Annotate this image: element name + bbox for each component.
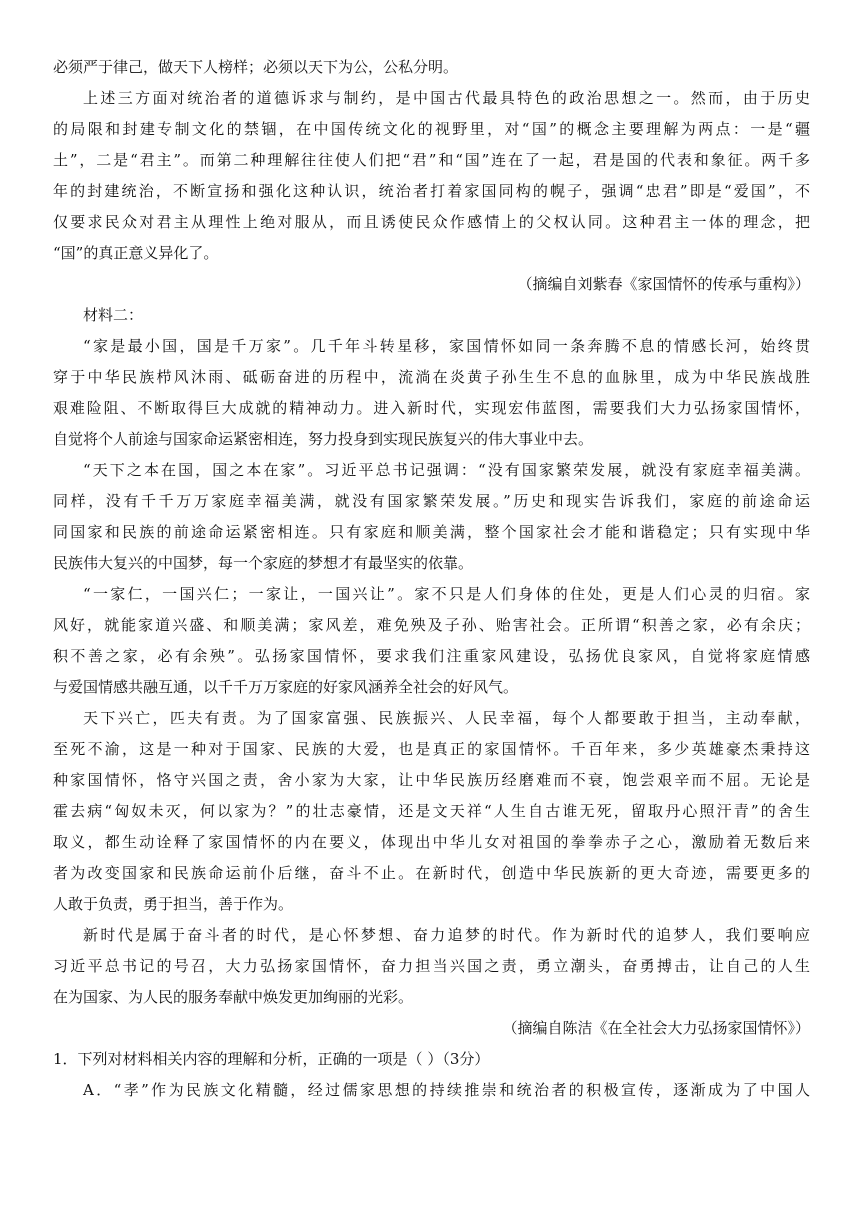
text-line: 人敢于负责，勇于担当，善于作为。: [53, 895, 294, 913]
text-line: 者为改变国家和民族命运前仆后继，奋斗不止。在新时代，创造中华民族新的更大奇迹，需要更多的: [53, 864, 810, 882]
text-line: 至死不渝，这是一种对于国家、民族的大爱，也是真正的家国情怀。千百年来，多少英雄豪杰秉持这: [53, 740, 810, 758]
text-line: （摘编自陈洁《在全社会大力弘扬家国情怀》）: [502, 1019, 810, 1037]
text-line: 习近平总书记的号召，大力弘扬家国情怀，奋力担当兴国之责，勇立潮头，奋勇搏击，让自己的人生: [53, 957, 810, 975]
text-line: 新时代是属于奋斗者的时代，是心怀梦想、奋力追梦的时代。作为新时代的追梦人，我们要响应: [83, 926, 810, 944]
text-line: “国”的真正意义异化了。: [53, 244, 219, 262]
text-line: 天下兴亡，匹夫有责。为了国家富强、民族振兴、人民幸福，每个人都要敢于担当，主动奉献，: [83, 709, 810, 727]
text-line: 民族伟大复兴的中国梦，每一个家庭的梦想才有最坚实的依靠。: [53, 554, 474, 572]
text-line: 必须严于律己，做天下人榜样；必须以天下为公，公私分明。: [53, 58, 459, 76]
text-line: 自觉将个人前途与国家命运紧密相连，努力投身到实现民族复兴的伟大事业中去。: [53, 430, 594, 448]
text-line: 与爱国情感共融互通，以千千万万家庭的好家风涵养全社会的好风气。: [53, 678, 519, 696]
text-line: 风好，就能家道兴盛、和顺美满；家风差，难免殃及子孙、贻害社会。正所谓“积善之家，必有余庆；: [53, 616, 810, 634]
text-line: 艰难险阻、不断取得巨大成就的精神动力。进入新时代，实现宏伟蓝图，需要我们大力弘扬家国情怀，: [53, 399, 810, 417]
text-line: “一家仁，一国兴仁；一家让，一国兴让”。家不只是人们身体的住处，更是人们心灵的归宿。家: [83, 585, 810, 603]
text-line: 霍去病“匈奴未灭，何以家为？”的壮志豪情，还是文天祥“人生自古谁无死，留取丹心照汗青”的舍生: [53, 802, 810, 820]
text-line: 在为国家、为人民的服务奉献中焕发更加绚丽的光彩。: [53, 988, 414, 1006]
text-line: “天下之本在国，国之本在家”。习近平总书记强调：“没有国家繁荣发展，就没有家庭幸福美满。: [83, 461, 810, 479]
text-line: 的局限和封建专制文化的禁锢，在中国传统文化的视野里，对“国”的概念主要理解为两点：一是“疆: [53, 120, 810, 138]
text-line: 穿于中华民族栉风沐雨、砥砺奋进的历程中，流淌在炎黄子孙生生不息的血脉里，成为中华民族战胜: [53, 368, 810, 386]
text-line: （摘编自刘紫春《家国情怀的传承与重构》）: [517, 275, 810, 293]
text-line: 同样，没有千千万万家庭幸福美满，就没有国家繁荣发展。”历史和现实告诉我们，家庭的前途命运: [53, 492, 810, 510]
text-line: 积不善之家，必有余殃”。弘扬家国情怀，要求我们注重家风建设，弘扬优良家风，自觉将家庭情感: [53, 647, 810, 665]
document-page: [53, 52, 810, 1106]
text-line: 取义，都生动诠释了家国情怀的内在要义，体现出中华儿女对祖国的拳拳赤子之心，激励着无数后来: [53, 833, 810, 851]
text-line: 种家国情怀，恪守兴国之责，舍小家为大家，让中华民族历经磨难而不衰，饱尝艰辛而不屈。无论是: [53, 771, 810, 789]
text-line: A．“孝”作为民族文化精髓，经过儒家思想的持续推崇和统治者的积极宣传，逐渐成为了中国人: [83, 1081, 810, 1099]
text-line: “家是最小国，国是千万家”。几千年斗转星移，家国情怀如同一条奔腾不息的情感长河，始终贯: [83, 337, 810, 355]
text-line: 年的封建统治，不断宣扬和强化这种认识，统治者打着家国同构的幌子，强调“忠君”即是“爱国”，不: [53, 182, 810, 200]
text-line: 材料二：: [83, 306, 144, 324]
text-line: 仅要求民众对君主从理性上绝对服从，而且诱使民众作感情上的父权认同。这种君主一体的理念，把: [53, 213, 810, 231]
text-line: 同国家和民族的前途命运紧密相连。只有家庭和顺美满，整个国家社会才能和谐稳定；只有实现中华: [53, 523, 810, 541]
text-line: 1．下列对材料相关内容的理解和分析，正确的一项是（ ）（3分）: [53, 1050, 490, 1068]
text-line: 上述三方面对统治者的道德诉求与制约，是中国古代最具特色的政治思想之一。然而，由于历史: [83, 89, 810, 107]
text-body: [53, 52, 810, 1106]
text-line: 土”，二是“君主”。而第二种理解往往使人们把“君”和“国”连在了一起，君是国的代表和象征。两千多: [53, 151, 810, 169]
